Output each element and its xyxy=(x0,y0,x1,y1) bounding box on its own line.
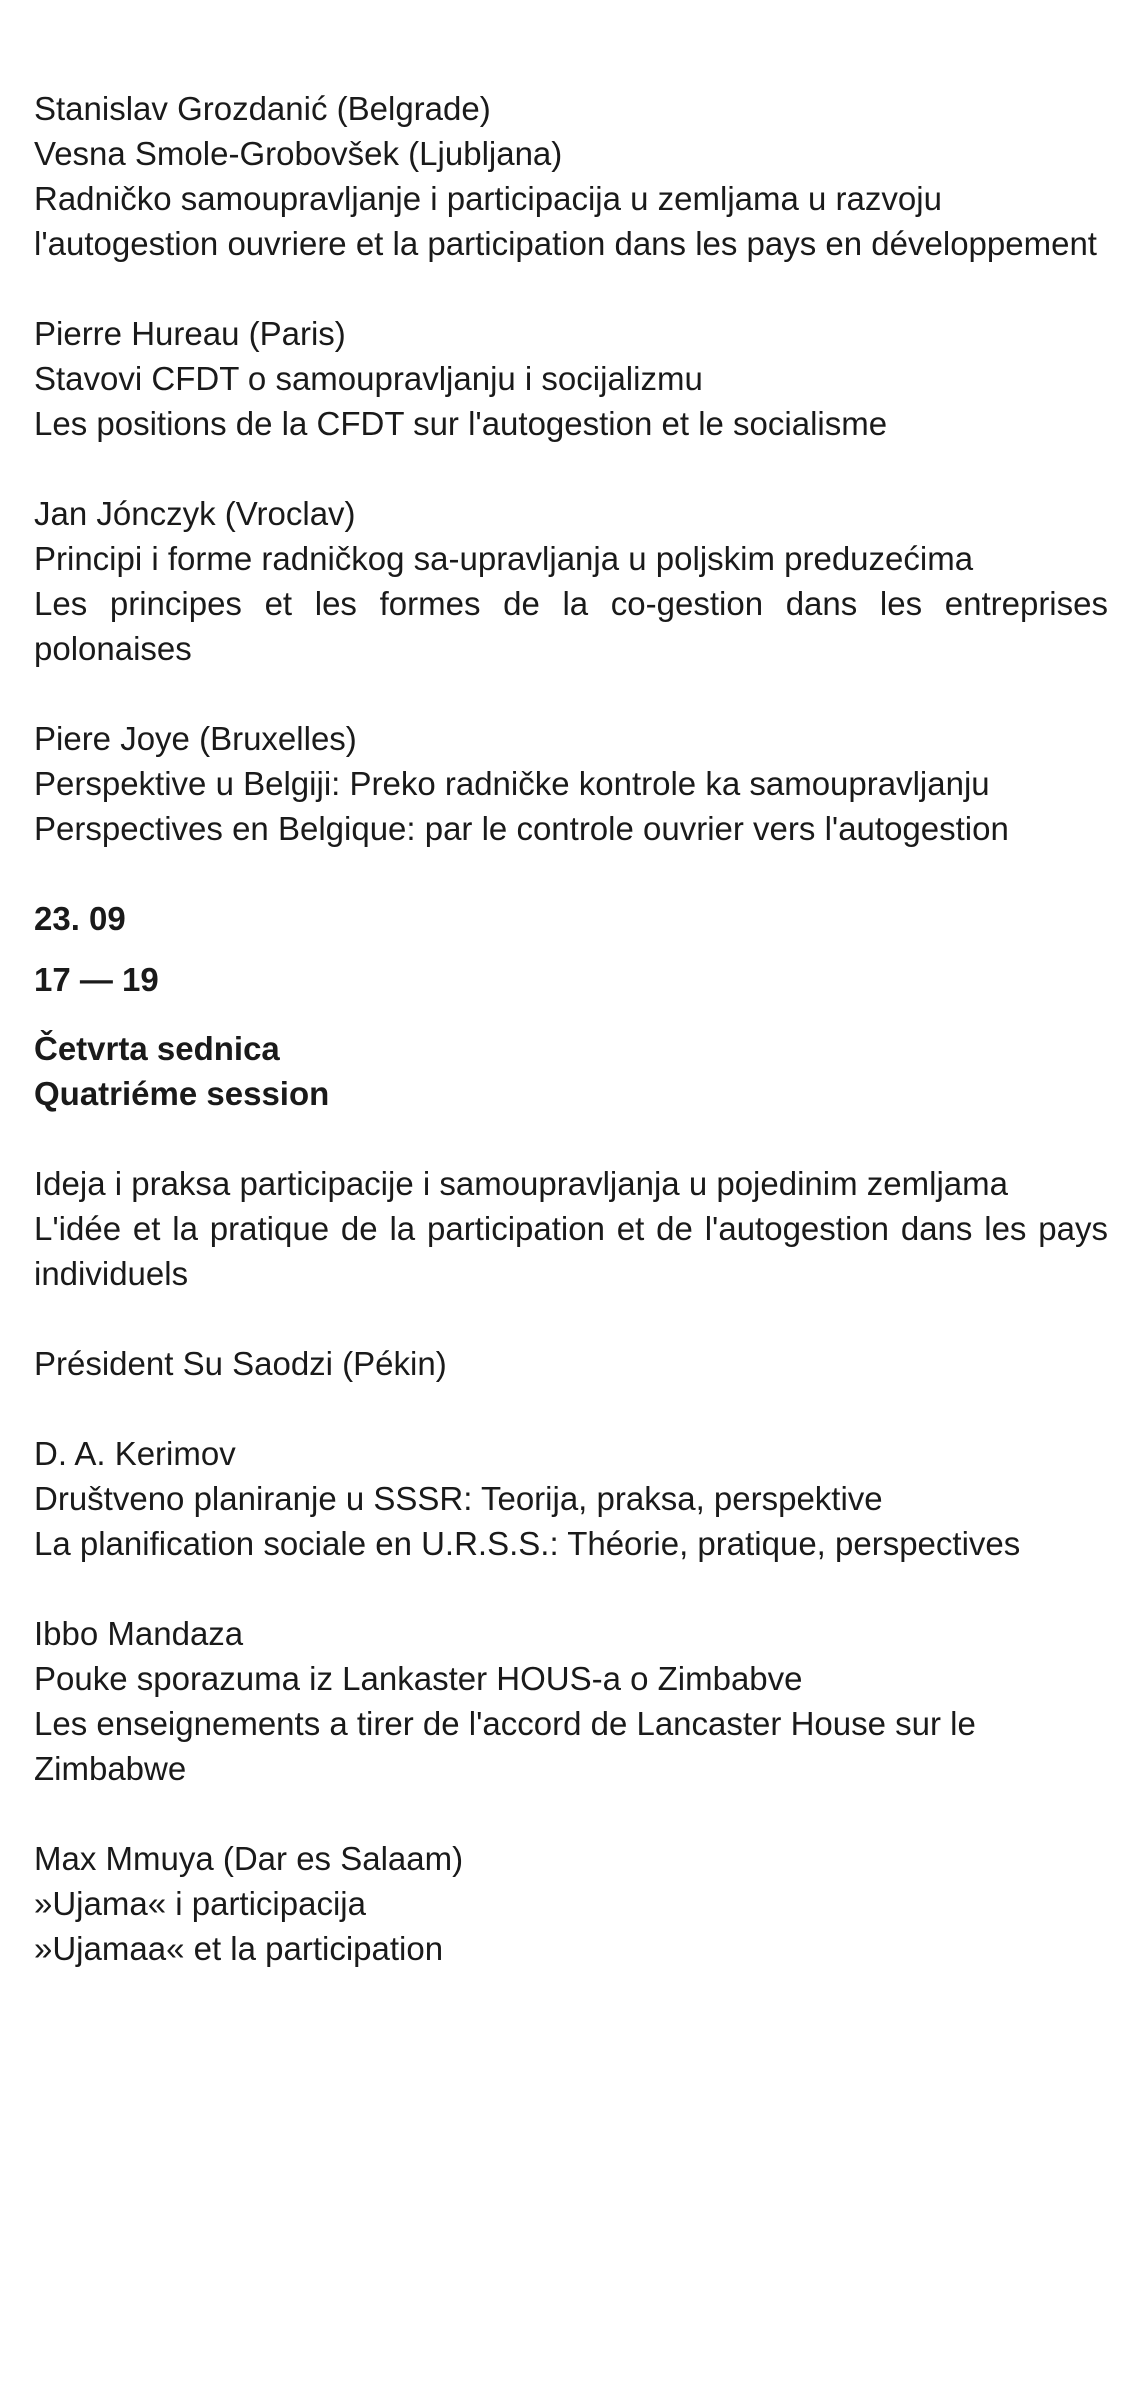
entry-title-sr: Principi i forme radničkog sa-upravljanja u poljskim preduzećima xyxy=(34,540,974,577)
theme-title-fr: L'idée et la pratique de la participation et de l'autogestion dans les pays individuels xyxy=(34,1210,1108,1292)
entry-title-sr: Radničko samoupravljanje i participacija u zemljama u razvoju xyxy=(34,180,942,217)
entry-author: Ibbo Mandaza xyxy=(34,1615,244,1652)
entry-title-sr: »Ujama« i participacija xyxy=(34,1885,366,1922)
entry-title-sr: Perspektive u Belgiji: Preko radničke kontrole ka samoupravljanju xyxy=(34,765,990,802)
entry-grozdanic xyxy=(34,86,1108,266)
entry-author: Stanislav Grozdanić (Belgrade) xyxy=(34,90,491,127)
time-label: 17 — 19 xyxy=(34,961,159,998)
session-title-fr: Quatriéme session xyxy=(34,1075,330,1112)
theme-title-sr: Ideja i praksa participacije i samoupravljanja u pojedinim zemljama xyxy=(34,1165,1008,1202)
entry-hureau xyxy=(34,311,1108,446)
entry-title-sr: Stavovi CFDT o samoupravljanju i socijalizmu xyxy=(34,360,703,397)
session-heading xyxy=(34,1026,1108,1116)
entry-title-fr: Perspectives en Belgique: par le controle ouvrier vers l'autogestion xyxy=(34,810,1009,847)
session-title-sr: Četvrta sednica xyxy=(34,1030,280,1067)
session-president xyxy=(34,1341,1108,1386)
entry-author: Vesna Smole-Grobovšek (Ljubljana) xyxy=(34,135,563,172)
date-label: 23. 09 xyxy=(34,900,126,937)
entry-title-fr: »Ujamaa« et la participation xyxy=(34,1930,444,1967)
session-date xyxy=(34,896,1108,941)
president-label: Président Su Saodzi (Pékin) xyxy=(34,1345,447,1382)
session-time xyxy=(34,957,1108,1002)
entry-joye xyxy=(34,716,1108,851)
entry-author: Jan Jónczyk (Vroclav) xyxy=(34,495,356,532)
entry-mandaza xyxy=(34,1611,1108,1791)
session-theme xyxy=(34,1161,1108,1296)
entry-title-sr: Pouke sporazuma iz Lankaster HOUS-a o Zimbabve xyxy=(34,1660,803,1697)
entry-title-fr: La planification sociale en U.R.S.S.: Théorie, pratique, perspectives xyxy=(34,1525,1021,1562)
program-page xyxy=(34,86,1108,2016)
entry-author: D. A. Kerimov xyxy=(34,1435,236,1472)
entry-author: Max Mmuya (Dar es Salaam) xyxy=(34,1840,464,1877)
entry-title-sr: Društveno planiranje u SSSR: Teorija, praksa, perspektive xyxy=(34,1480,883,1517)
entry-title-fr: l'autogestion ouvriere et la participation dans les pays en développement xyxy=(34,225,1097,262)
entry-jonczyk xyxy=(34,491,1108,671)
entry-kerimov xyxy=(34,1431,1108,1566)
entry-title-fr: Les positions de la CFDT sur l'autogestion et le socialisme xyxy=(34,405,888,442)
entry-title-fr: Les principes et les formes de la co-gestion dans les entreprises polonaises xyxy=(34,585,1108,667)
entry-author: Pierre Hureau (Paris) xyxy=(34,315,346,352)
entry-title-fr: Les enseignements a tirer de l'accord de Lancaster House sur le Zimbabwe xyxy=(34,1705,976,1787)
entry-author: Piere Joye (Bruxelles) xyxy=(34,720,357,757)
entry-mmuya xyxy=(34,1836,1108,1971)
